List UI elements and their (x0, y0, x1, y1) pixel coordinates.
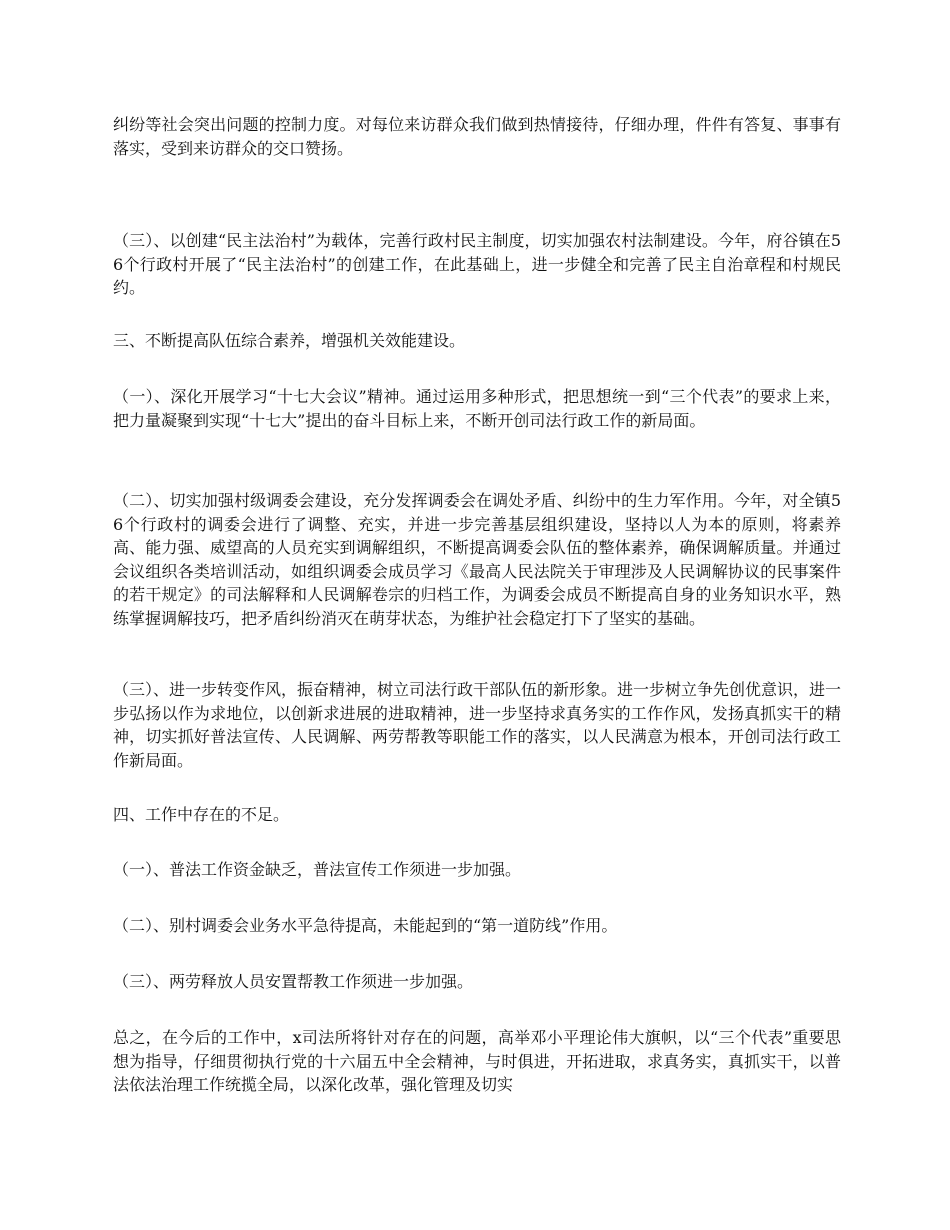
section-heading-shortcomings: 四、工作中存在的不足。 (113, 805, 290, 824)
paragraph-democratic-rule-of-law-village: （三）、以创建“民主法治村”为载体，完善行政村民主制度，切实加强农村法制建设。今年，府谷镇在56个行政村开展了“民主法治村”的创建工作，在此基础上，进一步健全和完善了民主自治章程和村规民约。 (113, 231, 841, 297)
paragraph-conclusion: 总之，在今后的工作中，x司法所将针对存在的问题，高举邓小平理论伟大旗帜，以“三个代表”重要思想为指导，仔细贯彻执行党的十六届五中全会精神，与时俱进，开拓进取，求真务实，真抓实干，以普法依法治理工作统揽全局，以深化改革，强化管理及切实 (113, 1028, 841, 1094)
paragraph-study-seventeenth-congress: （一）、深化开展学习“十七大会议”精神。通过运用多种形式，把思想统一到“三个代表”的要求上来，把力量凝聚到实现“十七大”提出的奋斗目标上来，不断开创司法行政工作的新局面。 (113, 387, 841, 430)
list-item-shortcoming-resettlement: （三）、两劳释放人员安置帮教工作须进一步加强。 (113, 972, 474, 991)
section-heading-team-quality: 三、不断提高队伍综合素养，增强机关效能建设。 (113, 331, 466, 350)
paragraph-petition-handling: 纠纷等社会突出问题的控制力度。对每位来访群众我们做到热情接待，仔细办理，件件有答复、事事有落实，受到来访群众的交口赞扬。 (113, 115, 841, 158)
list-item-shortcoming-funding: （一）、普法工作资金缺乏，普法宣传工作须进一步加强。 (113, 860, 522, 879)
paragraph-work-style-change: （三）、进一步转变作风，振奋精神，树立司法行政干部队伍的新形象。进一步树立争先创优意识，进一步弘扬以作为求地位，以创新求进展的进取精神，进一步坚持求真务实的工作作风，发扬真抓实干的精神，切实抓好普法宣传、人民调解、两劳帮教等职能工作的落实，以人民满意为根本，开创司法行政工作新局面。 (113, 680, 842, 770)
list-item-shortcoming-mediation-level: （二）、别村调委会业务水平急待提高，未能起到的“第一道防线”作用。 (113, 916, 618, 935)
paragraph-mediation-committee-building: （二）、切实加强村级调委会建设，充分发挥调委会在调处矛盾、纠纷中的生力军作用。今年，对全镇56个行政村的调委会进行了调整、充实，并进一步完善基层组织建设，坚持以人为本的原则，将素养高、能力强、威望高的人员充实到调解组织，不断提高调委会队伍的整体素养，确保调解质量。并通过会议组织各类培训活动，如组织调委会成员学习《最高人民法院关于审理涉及人民调解协议的民事案件的若干规定》的司法解释和人民调解卷宗的归档工作，为调委会成员不断提高自身的业务知识水平，熟练掌握调解技巧，把矛盾纠纷消灭在萌芽状态，为维护社会稳定打下了坚实的基础。 (113, 491, 841, 628)
